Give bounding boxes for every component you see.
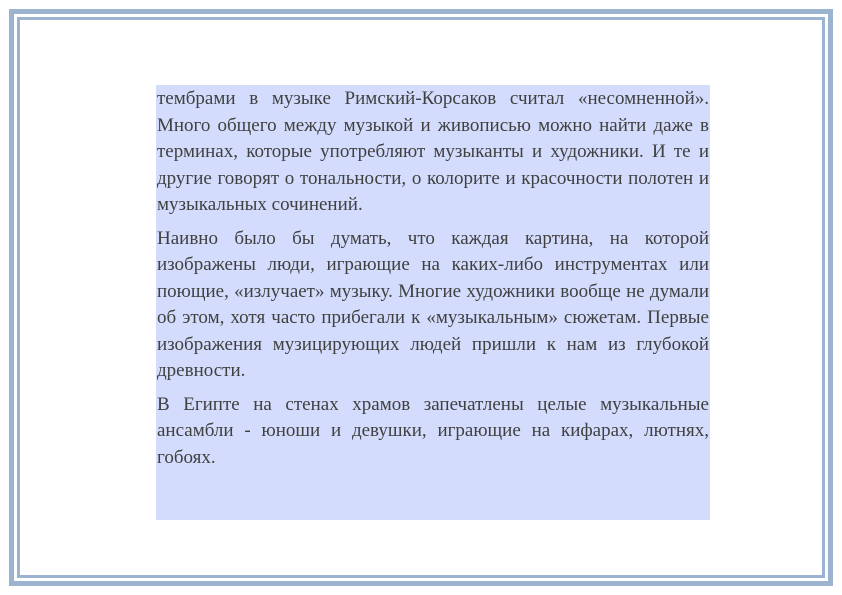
paragraph-1: тембрами в музыке Римский-Корсаков считал «несомненной». Много общего между музыкой и живописью можно найти даже в терминах, которые употребляют музыканты и художники. И те и другие говорят о тональности, о колорите и красочности полотен и музыкальных сочинений. xyxy=(157,88,709,215)
text-box xyxy=(156,85,710,520)
paragraph-3: В Египте на стенах храмов запечатлены целые музыкальные ансамбли - юноши и девушки, играющие на кифарах, лютнях, гобоях. xyxy=(157,393,709,468)
paragraph-2: Наивно было бы думать, что каждая картина, на которой изображены люди, играющие на каких-либо инструментах или поющие, «излучает» музыку. Многие художники вообще не думали об этом, хотя часто прибегали к «музыкальным» сюжетам. Первые изображения музицирующих людей пришли к нам из глубокой древности. xyxy=(157,227,709,381)
